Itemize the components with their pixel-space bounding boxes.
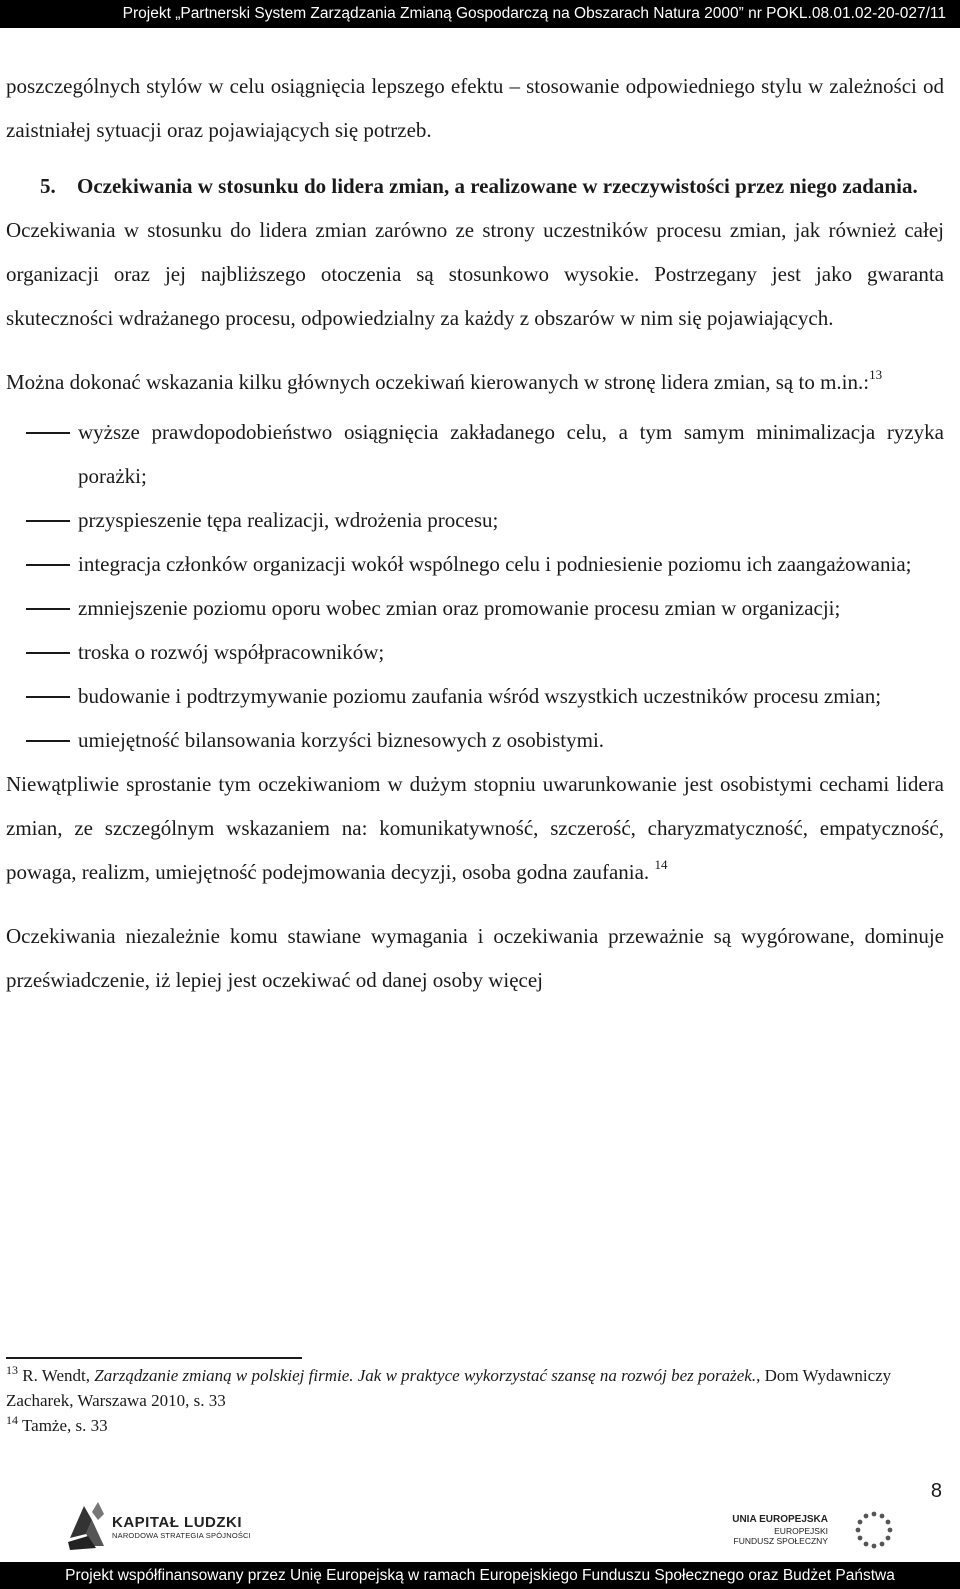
eu-fund-logo-text: UNIA EUROPEJSKA EUROPEJSKI FUNDUSZ SPOŁECZNY xyxy=(732,1514,828,1546)
list-item: integracja członków organizacji wokół wspólnego celu i podniesienie poziomu ich zaangażowania; xyxy=(6,542,944,586)
eu-flag-icon xyxy=(838,1506,910,1554)
dash-bullet xyxy=(26,608,70,610)
footnote-14: $^{14}$ Tamże, s. 33 xyxy=(6,1413,108,1435)
kapital-ludzki-logo-text: KAPITAŁ LUDZKI NARODOWA STRATEGIA SPÓJNOŚCI xyxy=(112,1514,251,1540)
dash-bullet xyxy=(26,432,70,434)
dash-bullet xyxy=(26,564,70,566)
list-item: budowanie i podtrzymywanie poziomu zaufania wśród wszystkich uczestników procesu zmian; xyxy=(6,674,944,718)
section-number: 5. xyxy=(40,174,56,198)
footnote-ref-13[interactable]: 13 xyxy=(869,367,883,382)
paragraph-main-expectations xyxy=(6,360,944,404)
paragraph-leader-traits-text: Niewątpliwie sprostanie tym oczekiwaniom w dużym stopniu uwarunkowanie jest osobistymi cechami lidera zmian, ze szczególnym wskazaniem na: komunikatywność, szczerość, charyzmatyczność, empatyczność, powaga, realizm, umiejętność podejmowania decyzji, osoba godna zaufania. xyxy=(6,772,944,884)
footnote-13: $^{13}$ R. Wendt, Zarządzanie zmianą w polskiej firmie. Jak w praktyce wykorzystać szansę na rozwój bez porażek., Dom Wydawniczy Zacharek, Warszawa 2010, s. 33 xyxy=(6,1363,892,1410)
paragraph-demands: Oczekiwania niezależnie komu stawiane wymagania i oczekiwania przeważnie są wygórowane, dominuje przeświadczenie, iż lepiej jest oczekiwać od danej osoby więcej xyxy=(6,924,944,992)
list-item: troska o rozwój współpracowników; xyxy=(6,630,944,674)
footer-bar xyxy=(0,1562,960,1589)
paragraph-leader-traits xyxy=(6,762,944,894)
footnote-separator xyxy=(6,1357,302,1359)
footnotes xyxy=(6,1363,936,1438)
paragraph-main-expectations-text: Można dokonać wskazania kilku głównych oczekiwań kierowanych w stronę lidera zmian, są to m.in.: xyxy=(6,370,870,394)
footnote-number: 13 xyxy=(6,1363,18,1377)
footnote-ref-14[interactable]: 14 xyxy=(654,857,668,872)
dash-bullet xyxy=(26,740,70,742)
section-title: Oczekiwania w stosunku do lidera zmian, a realizowane w rzeczywistości przez niego zadania. xyxy=(77,174,918,198)
footer-funding-text: Projekt współfinansowany przez Unię Europejską w ramach Europejskiego Funduszu Społecznego oraz Budżet Państwa xyxy=(65,1567,895,1584)
header-bar xyxy=(0,0,960,28)
list-item: wyższe prawdopodobieństwo osiągnięcia zakładanego celu, a tym samym minimalizacja ryzyka porażki; xyxy=(6,410,944,498)
expectations-list xyxy=(6,410,944,762)
intro-paragraph: poszczególnych stylów w celu osiągnięcia lepszego efektu – stosowanie odpowiedniego stylu w zależności od zaistniałej sytuacji oraz pojawiających się potrzeb. xyxy=(6,74,944,142)
list-item: umiejętność bilansowania korzyści biznesowych z osobistymi. xyxy=(6,718,944,762)
header-project-text: Projekt „Partnerski System Zarządzania Zmianą Gospodarczą na Obszarach Natura 2000” nr POKL.08.01.02-20-027/11 xyxy=(122,5,946,22)
dash-bullet xyxy=(26,652,70,654)
section-heading xyxy=(6,164,944,208)
page-number: 8 xyxy=(930,1480,942,1502)
document-body xyxy=(6,64,944,1002)
dash-bullet xyxy=(26,696,70,698)
paragraph-expectations: Oczekiwania w stosunku do lidera zmian zarówno ze strony uczestników procesu zmian, jak również całej organizacji oraz jej najbliższego otoczenia są stosunkowo wysokie. Postrzegany jest jako gwaranta skuteczności wdrażanego procesu, odpowiedzialny za każdy z obszarów w nim się pojawiających. xyxy=(6,218,944,330)
dash-bullet xyxy=(26,520,70,522)
list-item: zmniejszenie poziomu oporu wobec zmian oraz promowanie procesu zmian w organizacji; xyxy=(6,586,944,630)
footnote-book-title: Zarządzanie zmianą w polskiej firmie. Jak w praktyce wykorzystać szansę na rozwój bez porażek. xyxy=(94,1366,757,1385)
footnote-number: 14 xyxy=(6,1413,18,1427)
list-item: przyspieszenie tępa realizacji, wdrożenia procesu; xyxy=(6,498,944,542)
